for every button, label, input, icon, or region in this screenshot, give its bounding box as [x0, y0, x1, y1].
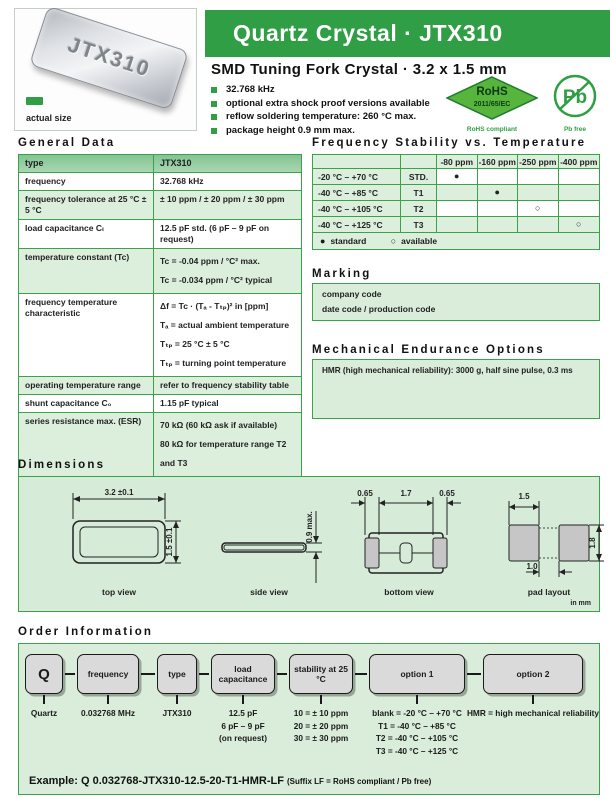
value-line: 80 kΩ for temperature range T2 and T3 [160, 439, 287, 468]
row-value: 12.5 pF std. (6 pF – 9 pF on request) [160, 223, 270, 244]
table-header-label: type [19, 155, 154, 172]
tick-line [416, 695, 418, 704]
stability-mark [478, 169, 519, 184]
order-box-q: Q [25, 654, 63, 694]
svg-text:1.7: 1.7 [400, 489, 412, 498]
crystal-package-image [29, 6, 189, 111]
caption-line: 0.032768 MHz [81, 708, 135, 718]
order-heading: Order Information [18, 626, 154, 638]
row-value: refer to frequency stability table [160, 380, 289, 390]
example-note: (Suffix LF = RoHS compliant / Pb free) [287, 777, 432, 786]
product-photo-box [14, 8, 197, 131]
row-label: operating temperature range [19, 377, 154, 394]
table-row [19, 220, 301, 249]
order-caption-load-capacitance [219, 707, 267, 745]
stability-mark [437, 185, 478, 200]
mechanical-heading: Mechanical Endurance Options [312, 344, 545, 356]
bullet-text: 32.768 kHz [226, 84, 275, 95]
table-row [313, 217, 599, 233]
svg-text:0.65: 0.65 [357, 489, 373, 498]
tick-line [107, 695, 109, 704]
caption-line: T2 = -40 °C – +105 °C [375, 733, 459, 743]
bottom-view-drawing [339, 485, 479, 585]
order-caption-type [162, 707, 191, 720]
svg-text:0.65: 0.65 [439, 489, 455, 498]
svg-text:0.9 max.: 0.9 max. [305, 511, 314, 543]
list-item [211, 112, 430, 122]
svg-text:RoHS: RoHS [476, 86, 508, 98]
blank-cell [401, 155, 437, 168]
standard-label: standard [330, 236, 367, 246]
general-data-heading: General Data [18, 137, 116, 149]
stability-mark [518, 217, 559, 232]
temp-code: T1 [401, 185, 437, 200]
caption-line: 12.5 pF [228, 708, 258, 718]
row-label: frequency [19, 173, 154, 190]
pbfree-caption: Pb free [563, 126, 587, 133]
mechanical-box [312, 359, 600, 419]
row-value: 32.768 kHz [160, 176, 204, 186]
caption-line: T1 = -40 °C – +85 °C [378, 720, 456, 731]
order-box-frequency: frequency [77, 654, 139, 694]
caption-line: Quartz [30, 708, 58, 718]
table-row [19, 395, 301, 413]
rohs-diamond-icon [446, 76, 538, 120]
value-line: Tₜₚ = turning point temperature [160, 358, 287, 368]
stability-mark [559, 201, 600, 216]
bottom-view-caption: bottom view [384, 587, 434, 597]
marking-box [312, 283, 600, 321]
table-row [313, 185, 599, 201]
caption-line: HMR = high mechanical reliability [466, 708, 600, 718]
dimensions-heading: Dimensions [18, 459, 106, 471]
stability-legend [313, 233, 599, 249]
stability-mark [559, 169, 600, 184]
tick-line [176, 695, 178, 704]
order-box-type: type [157, 654, 197, 694]
stability-mark [478, 201, 519, 216]
connector-line [141, 673, 155, 675]
pad-layout-drawing [484, 485, 610, 585]
order-caption-quartz [31, 707, 57, 720]
value-line: Tₐ = actual ambient temperature [160, 320, 290, 330]
available-label: available [401, 236, 438, 246]
row-value: 1.15 pF typical [160, 398, 219, 408]
bullet-square-icon [211, 87, 217, 93]
temp-range: -40 °C – +125 °C [313, 217, 401, 232]
stability-heading: Frequency Stability vs. Temperature [312, 137, 587, 149]
side-view-caption: side view [250, 587, 288, 597]
bullet-text: package height 0.9 mm max. [226, 124, 355, 136]
svg-text:2011/65/EC: 2011/65/EC [473, 101, 511, 108]
side-view-drawing [204, 485, 334, 585]
stability-mark [478, 217, 519, 232]
stability-mark [437, 217, 478, 232]
tick-line [320, 695, 322, 704]
stability-mark [559, 185, 600, 200]
dimensions-box [18, 476, 600, 612]
row-label: temperature constant (Tc) [19, 249, 154, 293]
standard-mark-icon: ● [320, 236, 326, 246]
caption-line: T3 = -40 °C – +125 °C [375, 745, 459, 756]
stability-mark: ● [478, 185, 519, 200]
caption-line: 6 pF – 9 pF [221, 720, 265, 731]
row-value: ± 10 ppm / ± 20 ppm / ± 30 ppm [160, 194, 285, 204]
column-header: -160 ppm [478, 155, 519, 168]
blank-cell [313, 155, 401, 168]
order-box-load-capacitance: load capacitance [211, 654, 275, 694]
temp-range: -20 °C – +70 °C [313, 169, 401, 184]
row-value [154, 413, 301, 476]
pbfree-logo [550, 72, 600, 133]
list-item [211, 85, 430, 95]
column-header: -80 ppm [437, 155, 478, 168]
column-header: -250 ppm [518, 155, 559, 168]
connector-line [65, 673, 75, 675]
temp-code: STD. [401, 169, 437, 184]
general-data-table [18, 154, 302, 531]
example-text: Example: Q 0.032768-JTX310-12.5-20-T1-HMR-LF [29, 775, 284, 787]
table-row [313, 169, 599, 185]
connector-line [277, 673, 287, 675]
svg-text:1.0: 1.0 [526, 562, 538, 571]
table-row [19, 191, 301, 220]
value-line: 70 kΩ (60 kΩ ask if available) [160, 420, 278, 430]
order-box-option1: option 1 [369, 654, 465, 694]
temp-range: -40 °C – +85 °C [313, 185, 401, 200]
bullet-square-icon [211, 101, 217, 107]
caption-line: (on request) [219, 733, 267, 743]
svg-text:1.8: 1.8 [588, 537, 597, 549]
table-row [19, 173, 301, 191]
stability-mark: ○ [518, 201, 559, 216]
mechanical-text: HMR (high mechanical reliability): 3000 g, half sine pulse, 0.3 ms [322, 366, 573, 375]
list-item [211, 99, 430, 109]
row-value [154, 249, 301, 293]
caption-line: 20 = ± 20 ppm [293, 720, 349, 731]
marking-line: company code [322, 289, 382, 299]
top-view-drawing [49, 485, 189, 585]
table-row [19, 377, 301, 395]
bullet-text: reflow soldering temperature: 260 °C max. [226, 111, 417, 122]
column-header: -400 ppm [560, 156, 598, 167]
stability-mark: ● [437, 169, 478, 184]
tick-line [242, 695, 244, 704]
caption-line: 10 = ± 10 ppm [293, 708, 349, 718]
row-label: frequency tolerance at 25 °C ± 5 °C [19, 191, 154, 219]
crystal-package-label: JTX310 [64, 33, 154, 82]
title-band [205, 10, 610, 57]
connector-line [199, 673, 209, 675]
temp-code: T2 [401, 201, 437, 216]
available-mark-icon: ○ [390, 236, 397, 246]
svg-text:1.5: 1.5 [518, 492, 530, 501]
table-header-row [19, 155, 301, 173]
svg-text:3.2 ±0.1: 3.2 ±0.1 [104, 488, 134, 497]
marking-heading: Marking [312, 268, 372, 280]
svg-text:Pb: Pb [562, 87, 588, 108]
rohs-logo [446, 76, 538, 133]
order-caption-option2 [467, 707, 599, 720]
pbfree-circle-icon [551, 72, 599, 120]
order-caption-option1 [372, 707, 462, 757]
row-value [154, 294, 301, 376]
row-label: series resistance max. (ESR) [19, 413, 154, 476]
order-box-stability: stability at 25 °C [289, 654, 353, 694]
order-caption-stability [294, 707, 349, 745]
caption-line: blank = -20 °C – +70 °C [372, 708, 462, 718]
marking-line: date code / production code [322, 304, 436, 314]
actual-size-chip-icon [26, 97, 43, 105]
stability-mark: ○ [559, 217, 600, 232]
table-row [19, 294, 301, 377]
table-row [313, 201, 599, 217]
value-line: Tₜₚ = 25 °C ± 5 °C [160, 339, 230, 349]
tick-line [532, 695, 534, 704]
pad-layout-caption: pad layout [527, 587, 571, 597]
order-info-box [18, 643, 600, 795]
order-box-option2: option 2 [483, 654, 583, 694]
temp-range: -40 °C – +105 °C [313, 201, 401, 216]
table-row [19, 249, 301, 294]
list-item [211, 126, 430, 136]
stability-mark [437, 201, 478, 216]
stability-mark [518, 169, 559, 184]
value-line: Δf = Tc · (Tₐ - Tₜₚ)² in [ppm] [160, 301, 269, 311]
table-header-row [313, 155, 599, 169]
connector-line [355, 673, 367, 675]
svg-text:1.5 ±0.1: 1.5 ±0.1 [165, 527, 174, 557]
row-label: shunt capacitance C₀ [19, 395, 154, 412]
page-title: Quartz Crystal · JTX310 [233, 20, 503, 46]
tick-line [43, 695, 45, 704]
value-line: Tc = -0.034 ppm / °C² typical [160, 275, 273, 285]
caption-line: 30 = ± 30 ppm [293, 733, 349, 743]
actual-size-label: actual size [26, 113, 72, 123]
unit-note: in mm [570, 600, 591, 607]
row-label: load capacitance Cₗ [19, 220, 154, 248]
order-example [29, 775, 431, 787]
bullet-square-icon [211, 114, 217, 120]
table-header-value: JTX310 [160, 158, 192, 168]
top-view-caption: top view [101, 587, 136, 597]
page-subtitle: SMD Tuning Fork Crystal · 3.2 x 1.5 mm [211, 61, 507, 78]
temp-code: T3 [401, 217, 437, 232]
row-label: frequency temperature characteristic [19, 294, 154, 376]
connector-line [467, 673, 481, 675]
rohs-caption: RoHS compliant [466, 126, 518, 133]
bullet-square-icon [211, 128, 217, 134]
caption-line: JTX310 [162, 708, 192, 718]
order-caption-frequency [81, 707, 135, 720]
stability-mark [518, 185, 559, 200]
stability-table [312, 154, 600, 250]
value-line: Tc = -0.04 ppm / °C² max. [160, 256, 260, 266]
feature-bullets [211, 85, 430, 139]
bullet-text: optional extra shock proof versions available [226, 97, 430, 109]
